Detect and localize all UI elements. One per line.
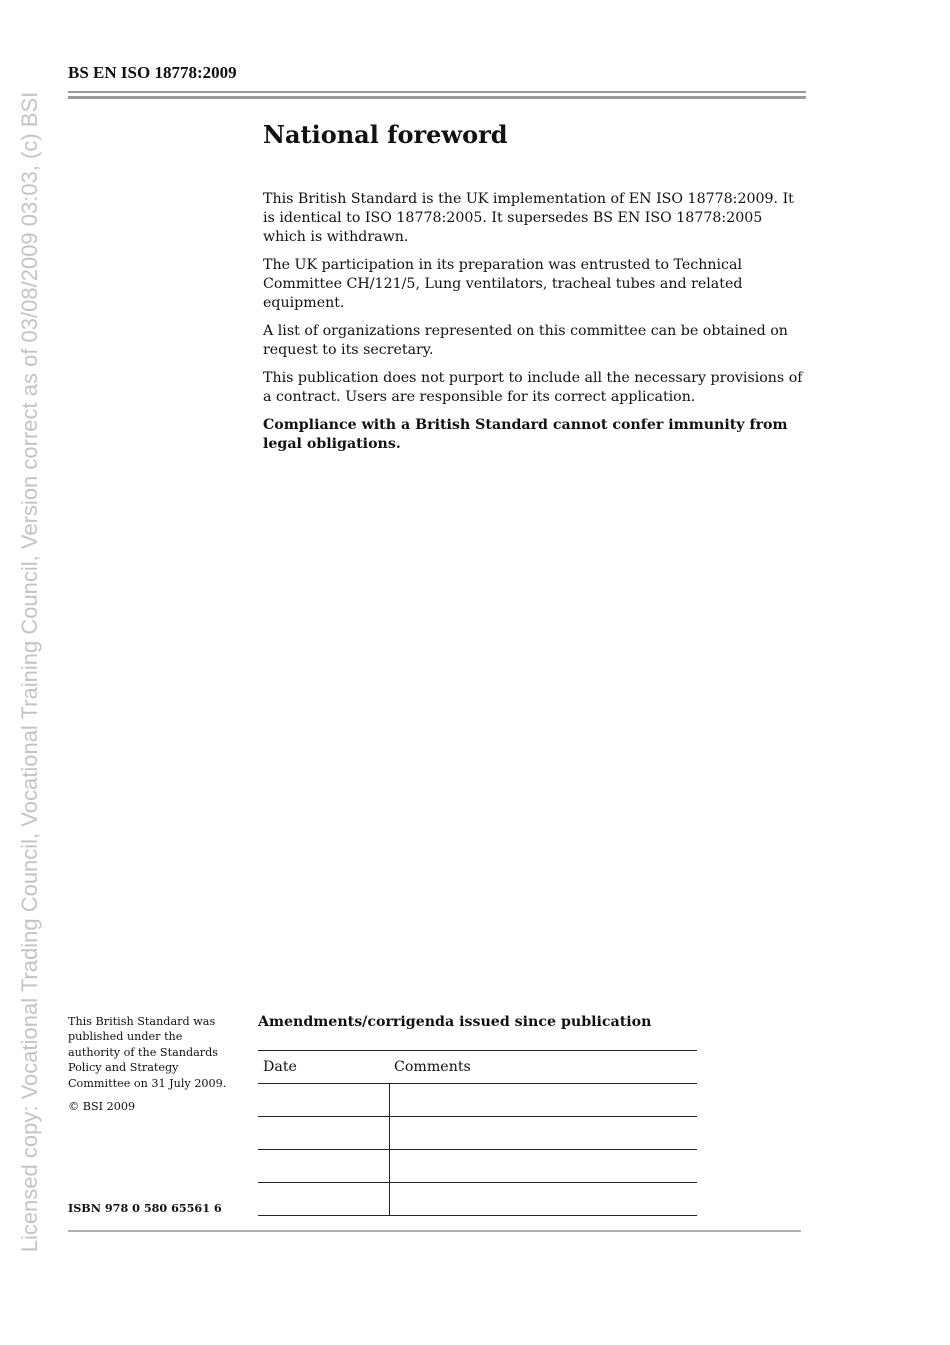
document-id: BS EN ISO 18778:2009 [68, 63, 237, 82]
table-row [258, 1117, 697, 1150]
column-header-comments: Comments [389, 1051, 697, 1084]
header-rule [68, 91, 806, 93]
table-header-row [258, 1051, 697, 1084]
footer-rule [68, 1230, 801, 1232]
page-title: National foreword [263, 120, 508, 149]
isbn: ISBN 978 0 580 65561 6 [68, 1201, 222, 1215]
comments-cell [389, 1084, 697, 1117]
amendments-title: Amendments/corrigenda issued since publication [258, 1014, 652, 1030]
date-cell [258, 1183, 389, 1216]
publication-note [68, 1014, 233, 1122]
copyright-notice: © BSI 2009 [68, 1100, 136, 1114]
foreword-paragraph: This publication does not purport to include all the necessary provisions of a contract. Users are responsible for its correct application. [263, 370, 803, 405]
table-row [258, 1183, 697, 1216]
date-cell [258, 1150, 389, 1183]
date-cell [258, 1084, 389, 1117]
comments-cell [389, 1150, 697, 1183]
compliance-statement: Compliance with a British Standard cannot confer immunity from legal obligations. [263, 417, 788, 452]
column-header-date: Date [258, 1051, 389, 1084]
foreword-paragraph: The UK participation in its preparation was entrusted to Technical Committee CH/121/5, Lung ventilators, tracheal tubes and related equipment. [263, 257, 743, 311]
header-rule-double [68, 96, 806, 99]
license-watermark: Licensed copy: Vocational Trading Council, Vocational Training Council, Version correct as of 03/08/2009 03:03, (c) BSI [17, 91, 42, 1253]
comments-cell [389, 1183, 697, 1216]
foreword-paragraph: This British Standard is the UK implementation of EN ISO 18778:2009. It is identical to ISO 18778:2005. It supersedes BS EN ISO 18778:2005 which is withdrawn. [263, 191, 794, 245]
table-row [258, 1150, 697, 1183]
date-cell [258, 1117, 389, 1150]
amendments-table [258, 1050, 697, 1216]
foreword-paragraph: A list of organizations represented on this committee can be obtained on request to its secretary. [263, 323, 788, 358]
publication-authority: This British Standard was published under the authority of the Standards Policy and Strategy Committee on 31 July 2009. [68, 1015, 227, 1090]
foreword-body [263, 190, 808, 463]
table-row [258, 1084, 697, 1117]
comments-cell [389, 1117, 697, 1150]
